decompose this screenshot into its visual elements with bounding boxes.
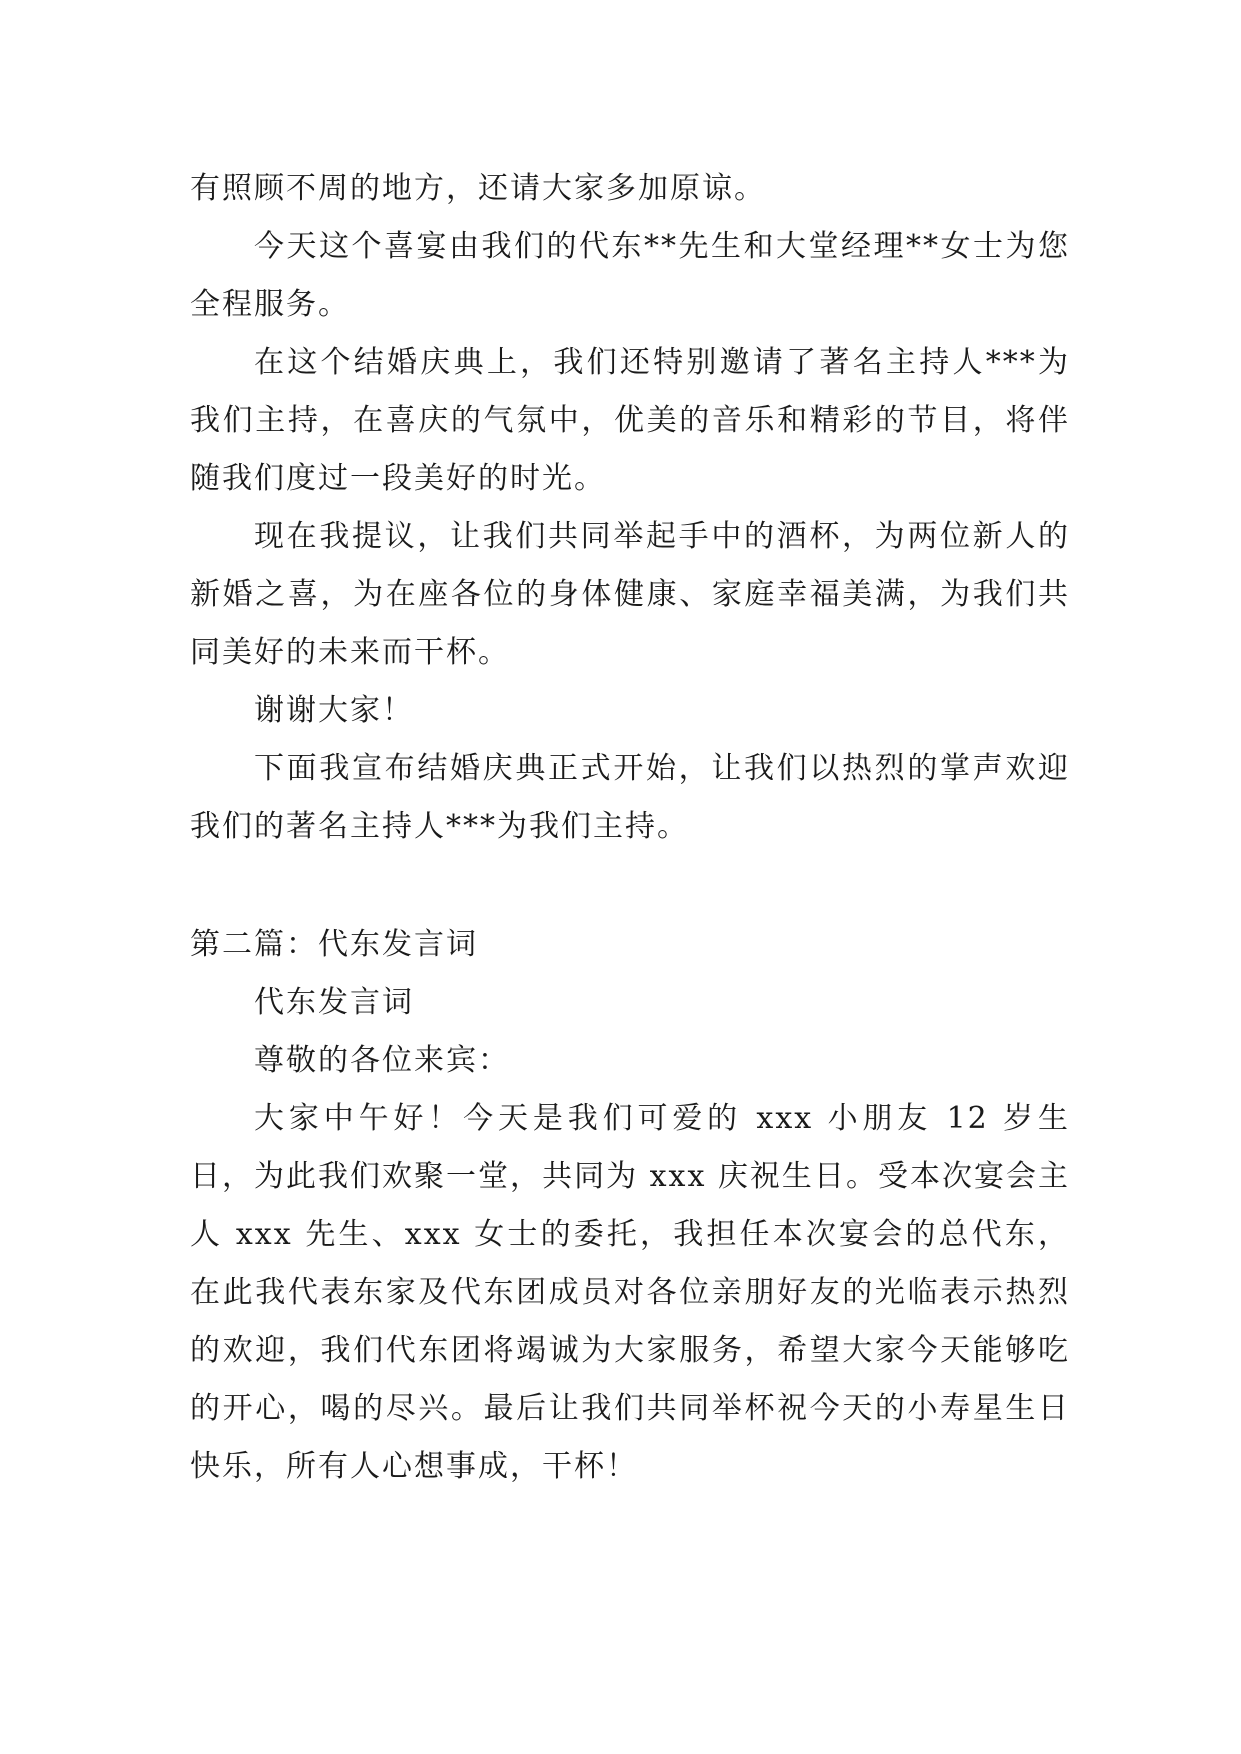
paragraph-service: 今天这个喜宴由我们的代东**先生和大堂经理**女士为您全程服务。 [190,229,1070,322]
document-body [190,160,1070,1496]
salutation: 尊敬的各位来宾： [254,1043,510,1078]
paragraph-continuation: 有照顾不周的地方，还请大家多加原谅。 [190,171,766,206]
paragraph-thanks: 谢谢大家！ [254,693,414,728]
paragraph-toast: 现在我提议，让我们共同举起手中的酒杯，为两位新人的新婚之喜，为在座各位的身体健康、家庭幸福美满，为我们共同美好的未来而干杯。 [190,519,1070,670]
paragraph-birthday-speech: 大家中午好！今天是我们可爱的 xxx 小朋友 12 岁生日，为此我们欢聚一堂，共同为 xxx 庆祝生日。受本次宴会主人 xxx 先生、xxx 女士的委托，我担任本次宴会的总代东，在此我代表东家及代东团成员对各位亲朋好友的光临表示热烈的欢迎，我们代东团将竭诚为大家服务，希望大家今天能够吃的开心，喝的尽兴。最后让我们共同举杯祝今天的小寿星生日快乐，所有人心想事成，干杯！ [190,1101,1070,1484]
section-heading: 第二篇：代东发言词 [190,927,478,962]
paragraph-host-invitation: 在这个结婚庆典上，我们还特别邀请了著名主持人***为我们主持，在喜庆的气氛中，优美的音乐和精彩的节目，将伴随我们度过一段美好的时光。 [190,345,1070,496]
section-subtitle: 代东发言词 [254,985,414,1020]
paragraph-ceremony-start: 下面我宣布结婚庆典正式开始，让我们以热烈的掌声欢迎我们的著名主持人***为我们主持。 [190,751,1070,844]
